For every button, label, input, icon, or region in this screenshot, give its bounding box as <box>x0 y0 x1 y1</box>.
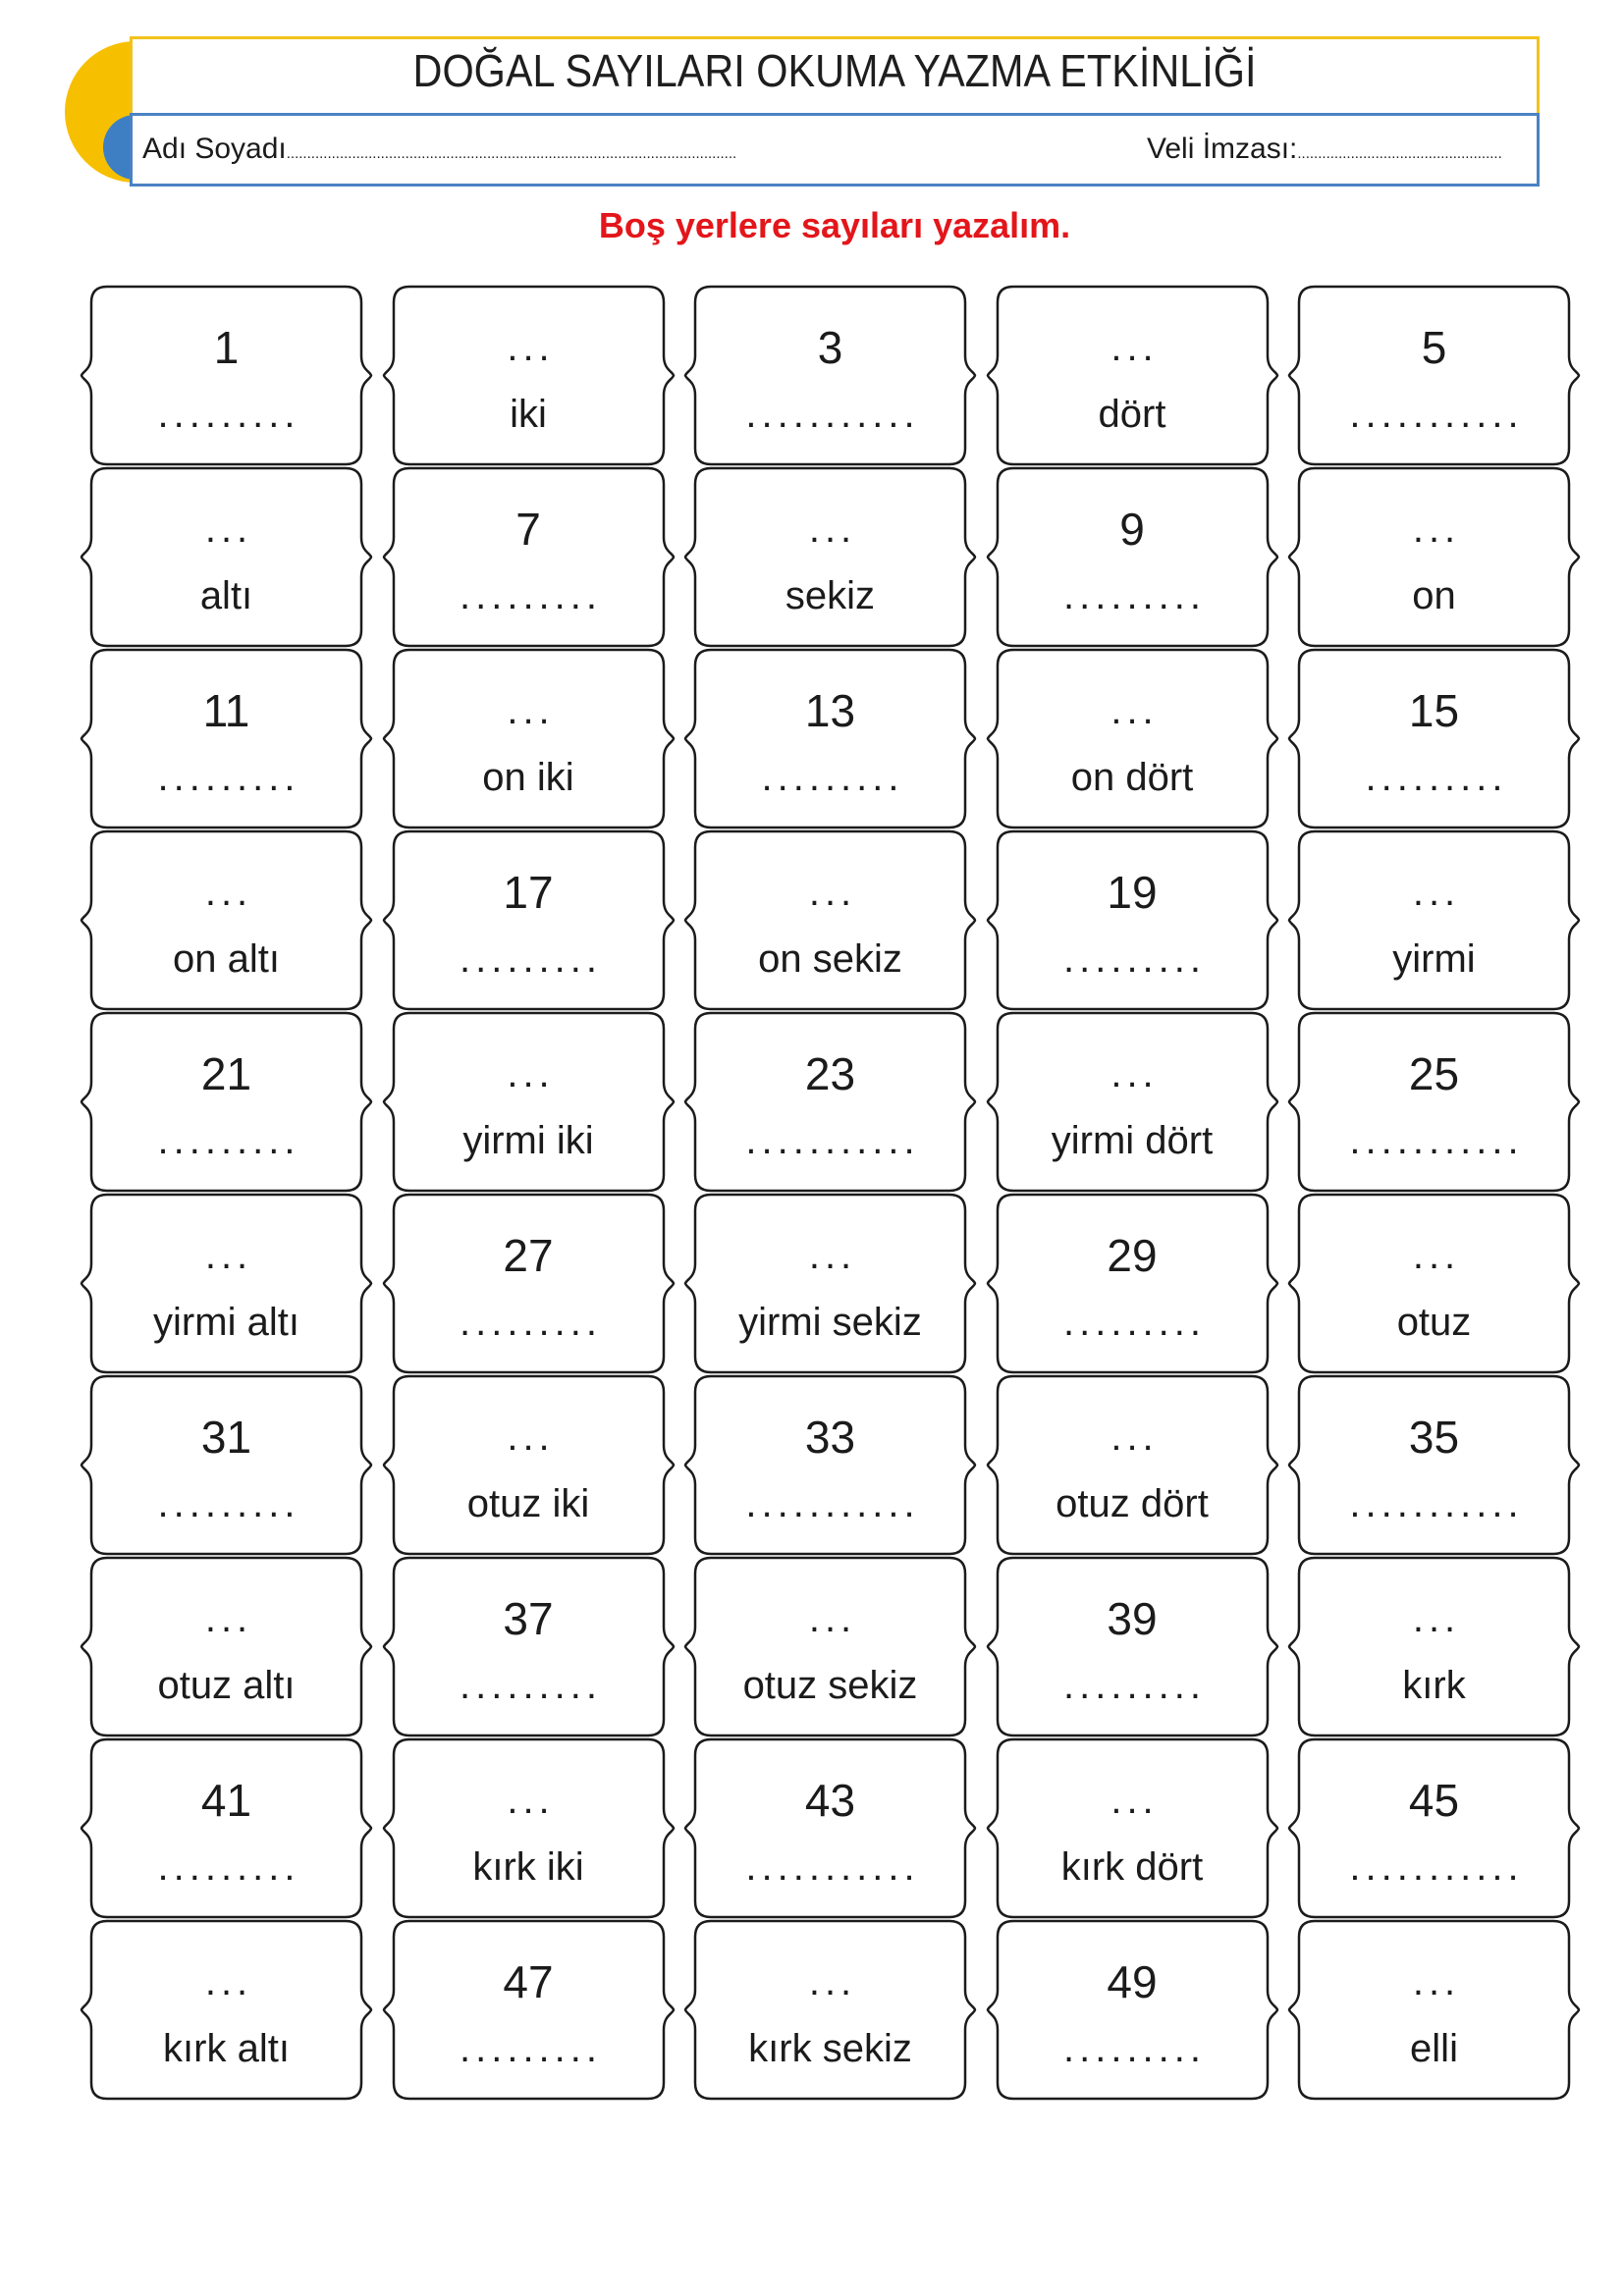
ticket-cell <box>695 466 965 648</box>
ticket-word-blank: ......... <box>157 393 300 436</box>
ticket-cell <box>91 1737 361 1919</box>
ticket-word-blank: ......... <box>1062 937 1207 981</box>
ticket-word: iki <box>510 393 547 436</box>
ticket-word-blank: ......... <box>157 756 300 799</box>
ticket-word-blank: ......... <box>459 1664 603 1707</box>
ticket-word-blank: ......... <box>157 1482 300 1525</box>
ticket-word: otuz dört <box>1056 1482 1209 1525</box>
ticket-number-blank: ... <box>1110 689 1159 732</box>
ticket-word: on altı <box>173 937 280 981</box>
ticket-word-blank: ......... <box>1062 1301 1207 1344</box>
ticket-word-blank: ......... <box>157 1119 300 1162</box>
ticket-cell <box>1299 1011 1569 1193</box>
ticket-word: yirmi sekiz <box>738 1301 922 1344</box>
ticket-cell <box>394 285 664 466</box>
ticket-number: 5 <box>1421 322 1447 373</box>
ticket-number: 3 <box>817 322 843 373</box>
number-ticket-grid <box>91 285 1569 2101</box>
ticket-number-blank: ... <box>808 1597 857 1640</box>
ticket-number: 27 <box>503 1230 554 1281</box>
ticket-number: 17 <box>503 867 554 918</box>
ticket-number: 1 <box>213 322 240 373</box>
ticket-number: 11 <box>202 685 250 736</box>
ticket-word: otuz iki <box>466 1482 590 1525</box>
ticket-cell <box>1299 466 1569 648</box>
ticket-cell <box>998 1193 1268 1374</box>
ticket-number-blank: ... <box>204 871 253 914</box>
page-title: DOĞAL SAYILARI OKUMA YAZMA ETKİNLİĞİ <box>412 45 1257 96</box>
ticket-number: 45 <box>1408 1775 1460 1826</box>
ticket-cell <box>91 1374 361 1556</box>
ticket-word: altı <box>199 574 253 617</box>
signature-label: Veli İmzası: <box>1147 133 1298 165</box>
ticket-cell <box>91 1556 361 1737</box>
ticket-number-blank: ... <box>1412 1234 1461 1277</box>
ticket-cell <box>695 829 965 1011</box>
ticket-number: 7 <box>515 504 541 555</box>
ticket-number-blank: ... <box>204 1234 253 1277</box>
ticket-cell <box>394 466 664 648</box>
name-label: Adı Soyadı <box>142 133 287 165</box>
ticket-number-blank: ... <box>1110 326 1159 369</box>
ticket-number: 15 <box>1408 685 1460 736</box>
ticket-number-blank: ... <box>204 1597 253 1640</box>
ticket-word: kırk iki <box>472 1845 584 1889</box>
ticket-word-blank: ......... <box>1365 756 1508 799</box>
name-dotted-line: .............................................................................................................. <box>286 145 737 162</box>
ticket-number: 47 <box>503 1956 554 2007</box>
ticket-cell <box>91 829 361 1011</box>
name-field <box>142 130 736 169</box>
ticket-cell <box>998 285 1268 466</box>
ticket-number-blank: ... <box>204 507 253 551</box>
ticket-word: yirmi iki <box>462 1119 594 1162</box>
ticket-word: otuz sekiz <box>742 1664 918 1707</box>
ticket-cell <box>998 648 1268 829</box>
ticket-word: on iki <box>482 756 574 799</box>
ticket-word-blank: ........... <box>1349 1482 1524 1525</box>
ticket-word-blank: ......... <box>1062 2027 1207 2070</box>
ticket-number: 31 <box>200 1412 252 1463</box>
ticket-cell <box>394 1556 664 1737</box>
ticket-cell <box>998 466 1268 648</box>
ticket-cell <box>695 1737 965 1919</box>
ticket-word-blank: ......... <box>1062 1664 1207 1707</box>
ticket-word-blank: ......... <box>1062 574 1207 617</box>
ticket-cell <box>998 1919 1268 2101</box>
ticket-number-blank: ... <box>507 1052 555 1095</box>
ticket-cell <box>695 648 965 829</box>
instruction-text: Boş yerlere sayıları yazalım. <box>598 205 1071 245</box>
ticket-number-blank: ... <box>1110 1779 1159 1822</box>
ticket-number-blank: ... <box>204 1960 253 2003</box>
ticket-word: kırk sekiz <box>748 2027 912 2070</box>
ticket-number: 23 <box>804 1048 856 1099</box>
ticket-word: elli <box>1410 2027 1458 2070</box>
ticket-cell <box>394 1011 664 1193</box>
ticket-word-blank: ......... <box>157 1845 300 1889</box>
ticket-cell <box>1299 1374 1569 1556</box>
ticket-cell <box>1299 648 1569 829</box>
ticket-word: on sekiz <box>758 937 902 981</box>
ticket-word-blank: ......... <box>761 756 904 799</box>
ticket-cell <box>91 285 361 466</box>
ticket-cell <box>91 466 361 648</box>
ticket-number: 9 <box>1119 504 1145 555</box>
ticket-word: kırk <box>1402 1664 1466 1707</box>
ticket-cell <box>695 285 965 466</box>
ticket-number: 49 <box>1107 1956 1158 2007</box>
ticket-word-blank: ......... <box>459 937 603 981</box>
ticket-number: 21 <box>200 1048 252 1099</box>
ticket-number: 25 <box>1408 1048 1460 1099</box>
ticket-number: 37 <box>503 1593 554 1644</box>
ticket-word: kırk altı <box>163 2027 290 2070</box>
ticket-word: yirmi <box>1392 937 1476 981</box>
ticket-cell <box>695 1374 965 1556</box>
ticket-number: 13 <box>804 685 856 736</box>
ticket-number: 19 <box>1107 867 1158 918</box>
ticket-cell <box>1299 285 1569 466</box>
ticket-word: dört <box>1098 393 1166 436</box>
ticket-cell <box>91 1919 361 2101</box>
ticket-word: on dört <box>1070 756 1194 799</box>
ticket-number-blank: ... <box>507 1779 555 1822</box>
ticket-word-blank: ........... <box>745 1845 920 1889</box>
ticket-cell <box>91 1011 361 1193</box>
student-info-box <box>130 113 1540 187</box>
ticket-word-blank: ......... <box>459 2027 603 2070</box>
ticket-word: yirmi altı <box>153 1301 299 1344</box>
ticket-word: yirmi dört <box>1051 1119 1214 1162</box>
ticket-cell <box>1299 1556 1569 1737</box>
ticket-cell <box>1299 1193 1569 1374</box>
ticket-word-blank: ........... <box>745 1119 920 1162</box>
ticket-number: 43 <box>804 1775 856 1826</box>
ticket-number: 41 <box>200 1775 252 1826</box>
signature-dotted-line: .................................................. <box>1297 145 1502 162</box>
ticket-number-blank: ... <box>1412 1960 1461 2003</box>
ticket-number-blank: ... <box>507 689 555 732</box>
ticket-cell <box>695 1011 965 1193</box>
ticket-cell <box>394 829 664 1011</box>
ticket-cell <box>394 1193 664 1374</box>
ticket-cell <box>1299 1919 1569 2101</box>
ticket-cell <box>394 1374 664 1556</box>
ticket-word-blank: ........... <box>745 1482 920 1525</box>
ticket-cell <box>998 1374 1268 1556</box>
ticket-word-blank: ......... <box>459 1301 603 1344</box>
ticket-cell <box>998 1737 1268 1919</box>
ticket-number: 35 <box>1408 1412 1460 1463</box>
ticket-word: kırk dört <box>1060 1845 1204 1889</box>
ticket-cell <box>394 648 664 829</box>
ticket-number-blank: ... <box>1110 1052 1159 1095</box>
ticket-word: otuz <box>1396 1301 1472 1344</box>
ticket-word: on <box>1412 574 1456 617</box>
ticket-cell <box>394 1919 664 2101</box>
ticket-number-blank: ... <box>808 507 857 551</box>
ticket-number: 29 <box>1107 1230 1158 1281</box>
ticket-cell <box>695 1919 965 2101</box>
ticket-word: sekiz <box>785 574 876 617</box>
ticket-word-blank: ........... <box>1349 1119 1524 1162</box>
ticket-cell <box>998 829 1268 1011</box>
ticket-cell <box>695 1556 965 1737</box>
ticket-number-blank: ... <box>808 871 857 914</box>
ticket-word: otuz altı <box>157 1664 296 1707</box>
title-box <box>130 36 1540 115</box>
ticket-word-blank: ........... <box>1349 1845 1524 1889</box>
ticket-cell <box>1299 829 1569 1011</box>
ticket-cell <box>998 1011 1268 1193</box>
ticket-cell <box>394 1737 664 1919</box>
ticket-cell <box>91 1193 361 1374</box>
ticket-number-blank: ... <box>1412 871 1461 914</box>
ticket-number-blank: ... <box>808 1960 857 2003</box>
ticket-word-blank: ........... <box>745 393 920 436</box>
ticket-number: 39 <box>1107 1593 1158 1644</box>
ticket-number-blank: ... <box>1110 1415 1159 1459</box>
ticket-word-blank: ........... <box>1349 393 1524 436</box>
ticket-word-blank: ......... <box>459 574 603 617</box>
ticket-cell <box>1299 1737 1569 1919</box>
ticket-number-blank: ... <box>808 1234 857 1277</box>
ticket-number-blank: ... <box>1412 507 1461 551</box>
ticket-number-blank: ... <box>1412 1597 1461 1640</box>
ticket-number-blank: ... <box>507 1415 555 1459</box>
ticket-number: 33 <box>804 1412 856 1463</box>
ticket-cell <box>91 648 361 829</box>
parent-signature-field <box>1147 130 1502 169</box>
ticket-cell <box>998 1556 1268 1737</box>
ticket-number-blank: ... <box>507 326 555 369</box>
ticket-cell <box>695 1193 965 1374</box>
